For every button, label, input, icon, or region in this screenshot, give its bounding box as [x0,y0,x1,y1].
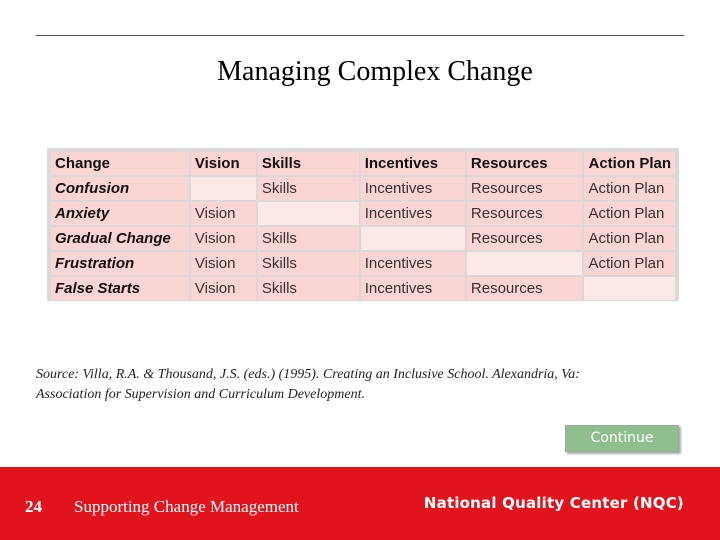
table-cell: Vision [191,202,256,225]
table-cell: Action Plan [584,227,675,250]
table-row [51,252,675,275]
header-cell: Resources [467,152,583,175]
table-cell: Skills [258,177,359,200]
source-line: Source: Villa, R.A. & Thousand, J.S. (eds.) (1995). Creating an Inclusive School. Alexandria, Va: [36,367,580,382]
slide-title: Managing Complex Change [217,56,533,87]
source-line: Association for Supervision and Curriculum Development. [36,387,365,402]
row-label: Gradual Change [51,227,189,250]
table-cell: Incentives [361,177,465,200]
footer-bar [0,467,720,540]
table-cell: Incentives [361,202,465,225]
table-cell: Vision [191,277,256,300]
table-cell: Action Plan [584,177,675,200]
table-cell [258,202,359,225]
table-cell: Resources [467,277,583,300]
table-cell: Resources [467,227,583,250]
row-label: False Starts [51,277,189,300]
table-row [51,202,675,225]
table-cell: Resources [467,177,583,200]
table-cell [467,252,583,275]
change-matrix-table [47,148,679,301]
table-cell: Skills [258,277,359,300]
header-cell: Action Plan [584,152,675,175]
table-cell: Skills [258,252,359,275]
table-cell: Vision [191,227,256,250]
top-divider [36,35,684,36]
row-label: Frustration [51,252,189,275]
table-row [51,177,675,200]
table-row [51,277,675,300]
table-cell [584,277,675,300]
table-row [51,227,675,250]
table-cell [361,227,465,250]
header-cell: Skills [258,152,359,175]
organization-logo-text: National Quality Center (NQC) [423,494,684,512]
row-label: Confusion [51,177,189,200]
table-cell: Skills [258,227,359,250]
header-cell: Vision [191,152,256,175]
table-cell: Resources [467,202,583,225]
footer-title: Supporting Change Management [74,497,299,516]
source-citation [36,365,686,405]
page-number: 24 [25,497,42,516]
table-header-row [51,152,675,175]
header-cell: Incentives [361,152,465,175]
table-cell: Incentives [361,252,465,275]
row-label: Anxiety [51,202,189,225]
table-cell: Incentives [361,277,465,300]
table-cell: Action Plan [584,252,675,275]
table-cell: Action Plan [584,202,675,225]
continue-button[interactable]: Continue [565,425,679,452]
header-cell: Change [51,152,189,175]
table-cell [191,177,256,200]
table-cell: Vision [191,252,256,275]
